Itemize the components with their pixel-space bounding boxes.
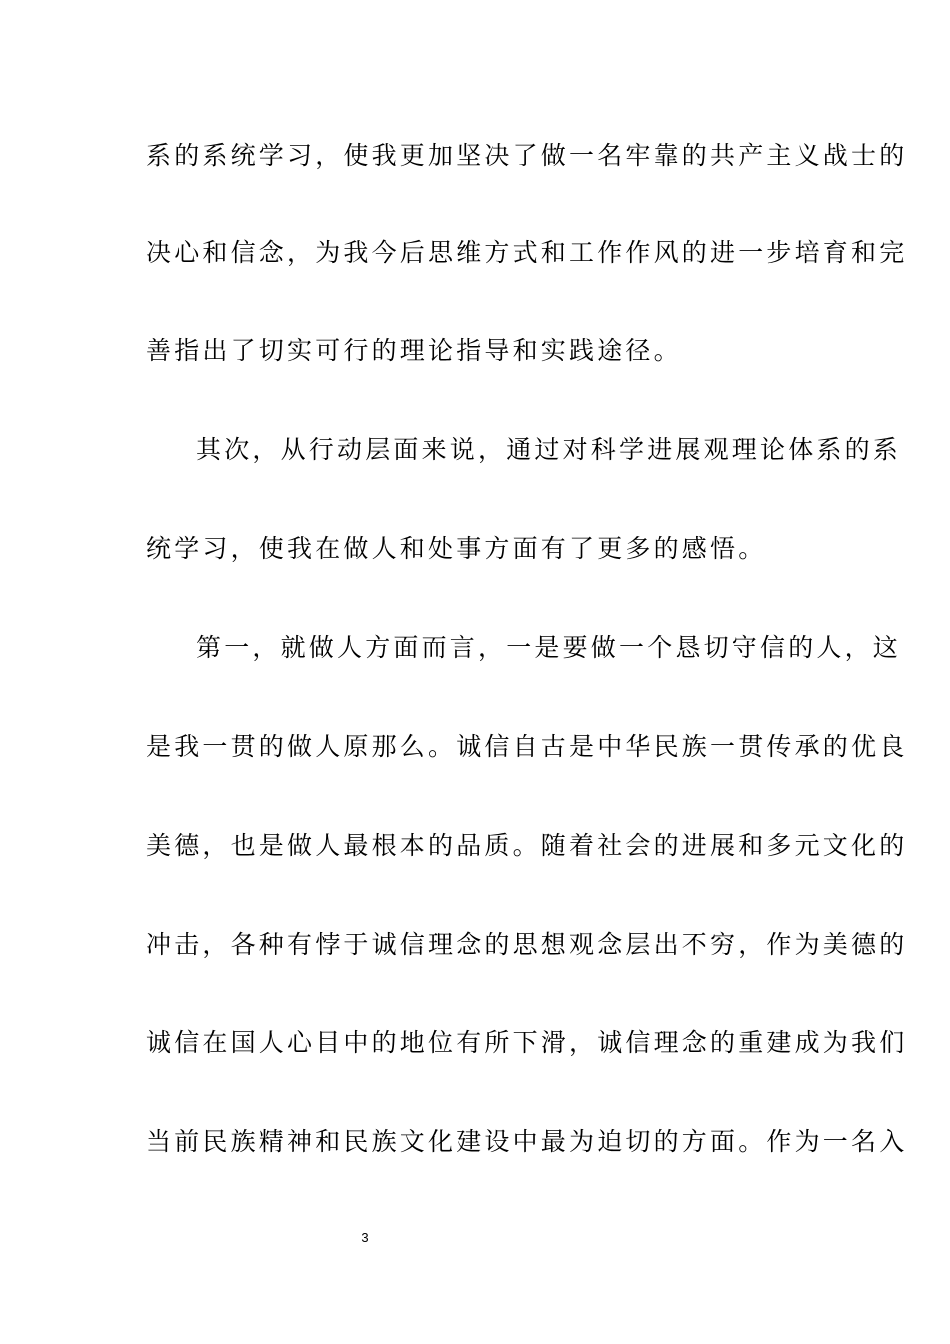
text-line: 美德，也是做人最根本的品质。随着社会的进展和多元文化的 <box>146 831 908 860</box>
paragraph-start-line: 其次，从行动层面来说，通过对科学进展观理论体系的系 <box>196 435 902 464</box>
paragraph-start-line: 第一，就做人方面而言，一是要做一个恳切守信的人，这 <box>196 633 902 662</box>
page-number: 3 <box>361 1230 369 1245</box>
text-line: 冲击，各种有悖于诚信理念的思想观念层出不穷，作为美德的 <box>146 930 908 959</box>
text-line: 是我一贯的做人原那么。诚信自古是中华民族一贯传承的优良 <box>146 732 908 761</box>
text-line: 决心和信念，为我今后思维方式和工作作风的进一步培育和完 <box>146 238 908 267</box>
text-line: 系的系统学习，使我更加坚决了做一名牢靠的共产主义战士的 <box>146 141 908 170</box>
text-line: 统学习，使我在做人和处事方面有了更多的感悟。 <box>146 534 767 563</box>
text-line: 当前民族精神和民族文化建设中最为迫切的方面。作为一名入 <box>146 1127 908 1156</box>
text-line: 诚信在国人心目中的地位有所下滑，诚信理念的重建成为我们 <box>146 1028 908 1057</box>
text-line: 善指出了切实可行的理论指导和实践途径。 <box>146 336 682 365</box>
